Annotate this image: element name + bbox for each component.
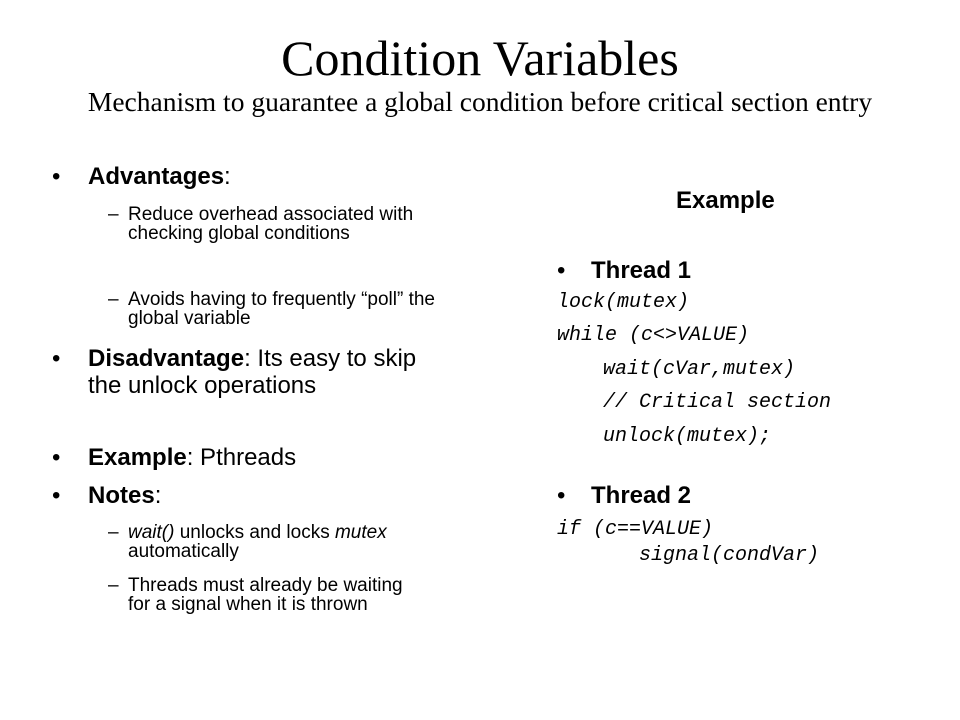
bullet-icon: • xyxy=(52,163,61,190)
slide-title: Condition Variables xyxy=(281,30,679,86)
code-line: // Critical section xyxy=(603,391,832,414)
dash-icon: – xyxy=(108,204,119,225)
example-text xyxy=(88,444,458,471)
disadvantage-text xyxy=(88,345,438,399)
bullet-icon: • xyxy=(557,257,566,284)
notes-heading xyxy=(88,482,458,509)
bullet-icon: • xyxy=(52,482,61,509)
bullet-icon: • xyxy=(557,482,566,509)
code-line: if (c==VALUE) xyxy=(557,518,714,541)
code-line: unlock(mutex); xyxy=(603,425,772,448)
notes-em-wait: wait() xyxy=(128,522,175,543)
notes-mid: unlocks and locks xyxy=(174,522,335,543)
thread1-label: Thread 1 xyxy=(591,257,692,284)
notes-em-mutex: mutex xyxy=(334,522,387,543)
code-line: wait(cVar,mutex) xyxy=(603,358,796,381)
notes-item: Threads must already be waiting for a signal when it is thrown xyxy=(128,575,403,615)
example-heading: Example xyxy=(676,187,775,214)
notes-end: automatically xyxy=(128,541,239,562)
dash-icon: – xyxy=(108,522,119,543)
dash-icon: – xyxy=(108,575,119,596)
advantages-heading xyxy=(88,163,458,190)
bullet-icon: • xyxy=(52,345,61,372)
advantages-label: Advantages xyxy=(88,163,225,190)
example-label: Example xyxy=(88,444,187,471)
dash-icon: – xyxy=(108,289,119,310)
code-line: while (c<>VALUE) xyxy=(557,324,750,347)
code-line: lock(mutex) xyxy=(557,291,690,314)
notes-label: Notes xyxy=(88,482,155,509)
notes-item xyxy=(128,523,428,561)
thread2-label: Thread 2 xyxy=(591,482,692,509)
disadvantage-label: Disadvantage xyxy=(88,345,245,372)
advantage-item: Reduce overhead associated with checking global conditions xyxy=(128,204,414,244)
disadvantage-body: : Its easy to skip the unlock operations xyxy=(88,345,417,399)
example-body: : Pthreads xyxy=(186,444,297,471)
advantages-colon: : xyxy=(224,163,231,190)
code-line: signal(condVar) xyxy=(639,544,820,567)
slide-subtitle: Mechanism to guarantee a global condition before critical section entry xyxy=(87,86,873,117)
notes-colon: : xyxy=(154,482,162,509)
advantage-item: Avoids having to frequently “poll” the global variable xyxy=(128,289,435,329)
bullet-icon: • xyxy=(52,444,61,471)
